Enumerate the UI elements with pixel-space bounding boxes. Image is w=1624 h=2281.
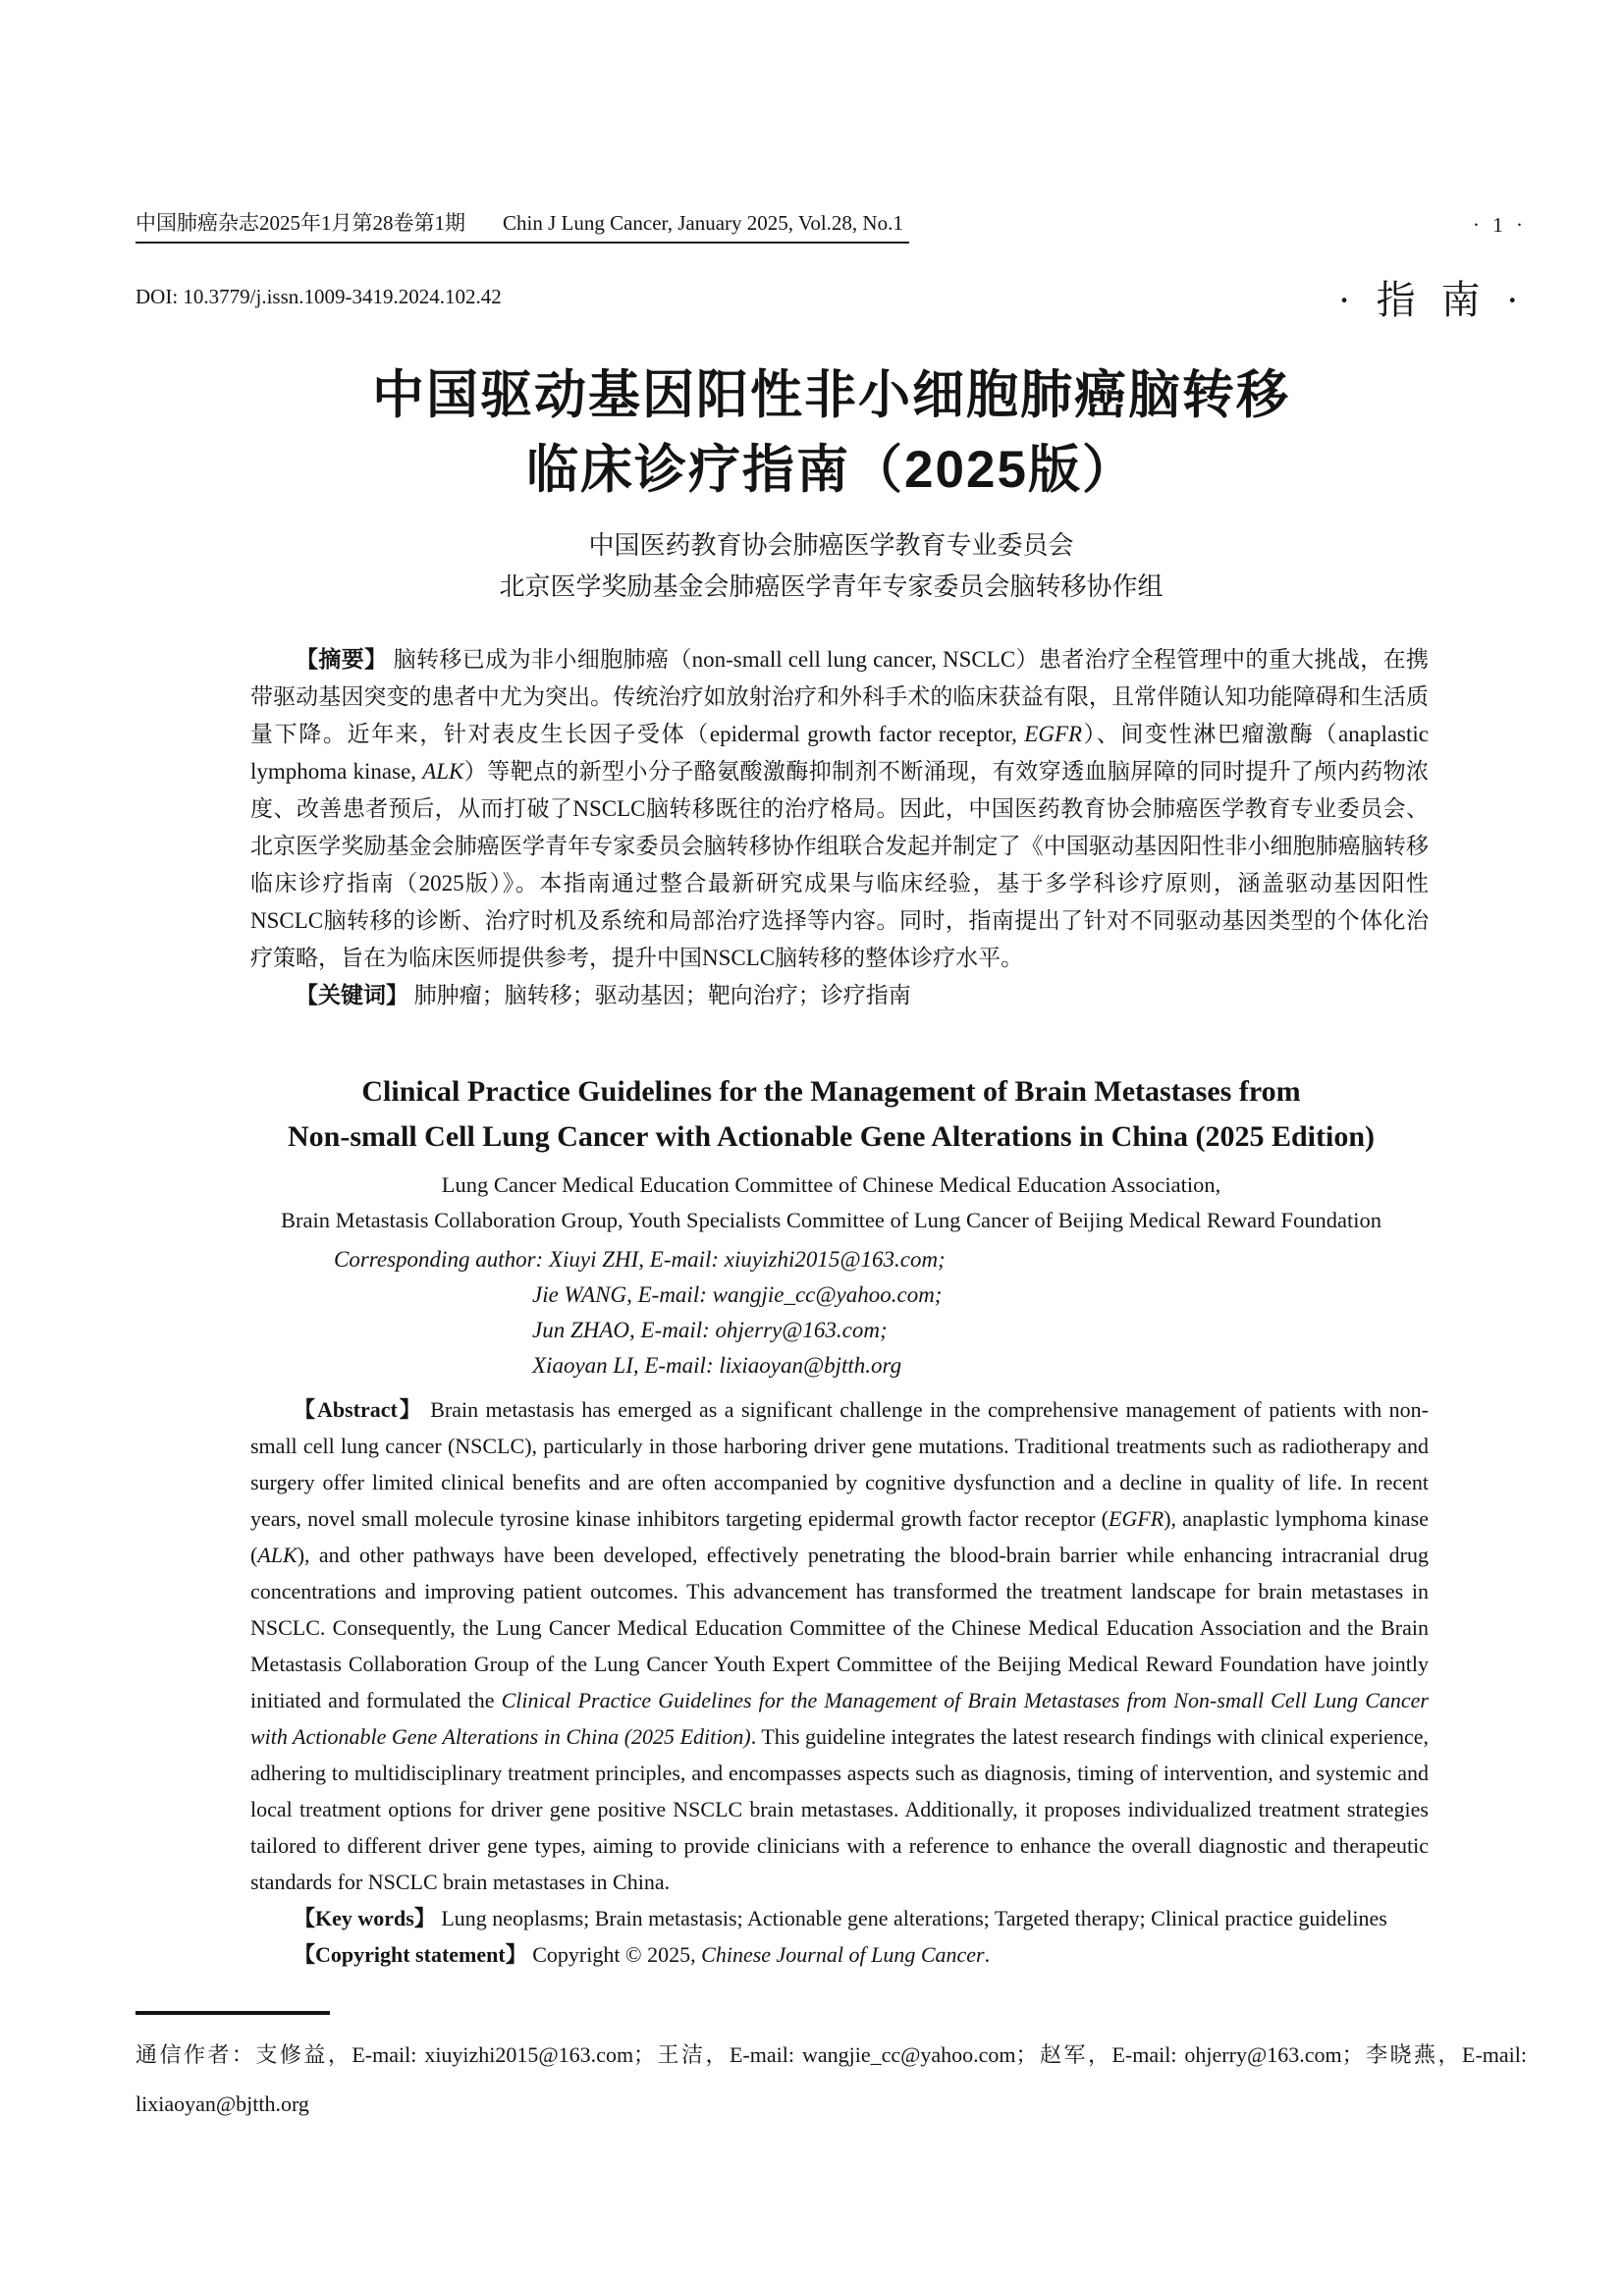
affiliations-en [135, 1168, 1527, 1238]
doi-row [135, 269, 1527, 325]
corresponding-author-line: Jun ZHAO, E-mail: ohjerry@163.com; [532, 1318, 888, 1342]
article-title-cn-line2: 临床诊疗指南（2025版） [526, 441, 1136, 499]
corresponding-author-line: Corresponding author: Xiuyi ZHI, E-mail: xiuyizhi2015@163.com; [334, 1247, 946, 1272]
corresponding-author-line: Xiaoyan LI, E-mail: lixiaoyan@bjtth.org [532, 1353, 902, 1378]
article-title-en-line2: Non-small Cell Lung Cancer with Actionable Gene Alterations in China (2025 Edition) [287, 1120, 1375, 1153]
doi-text: DOI: 10.3779/j.issn.1009-3419.2024.102.42 [135, 285, 502, 308]
abstract-cn-paragraph: 【摘要】 脑转移已成为非小细胞肺癌（non-small cell lung cancer, NSCLC）患者治疗全程管理中的重大挑战，在携带驱动基因突变的患者中尤为突出。传统治疗如放射治疗和外科手术的临床获益有限，且常伴随认知功能障碍和生活质量下降。近年来，针对表皮生长因子受体（epidermal growth factor receptor, EGFR）、间变性淋巴瘤激酶（anaplastic lymphoma kinase, ALK）等靶点的新型小分子酪氨酸激酶抑制剂不断涌现，有效穿透血脑屏障的同时提升了颅内药物浓度、改善患者预后，从而打破了NSCLC脑转移既往的治疗格局。因此，中国医药教育协会肺癌医学教育专业委员会、北京医学奖励基金会肺癌医学青年专家委员会脑转移协作组联合发起并制定了《中国驱动基因阳性非小细胞肺癌脑转移临床诊疗指南（2025版）》。本指南通过整合最新研究成果与临床经验，基于多学科诊疗原则，涵盖驱动基因阳性NSCLC脑转移的诊断、治疗时机及系统和局部治疗选择等内容。同时，指南提出了针对不同驱动基因类型的个体化治疗策略，旨在为临床医师提供参考，提升中国NSCLC脑转移的整体诊疗水平。 [250, 647, 1430, 970]
abstract-cn-block [250, 641, 1429, 1014]
corresponding-author-line: Jie WANG, E-mail: wangjie_cc@yahoo.com; [532, 1282, 943, 1307]
affiliation-cn-line: 中国医药教育协会肺癌医学教育专业委员会 [588, 531, 1074, 560]
keywords-en-paragraph: 【Key words】 Lung neoplasms; Brain metastasis; Actionable gene alterations; Targeted therapy; Clinical practice guidelines [294, 1906, 1387, 1930]
article-title-cn-line1: 中国驱动基因阳性非小细胞肺癌脑转移 [372, 366, 1290, 424]
page-number: · 1 · [1473, 213, 1527, 237]
corresponding-author-block [135, 1242, 1527, 1384]
journal-title-en: Chin J Lung Cancer, January 2025, Vol.28, No.1 [503, 211, 903, 235]
footnote [135, 2011, 1527, 2129]
running-head-titles [135, 209, 909, 244]
affiliation-cn-line: 北京医学奖励基金会肺癌医学青年专家委员会脑转移协作组 [499, 572, 1164, 601]
article-title-en [135, 1069, 1527, 1160]
copyright-statement: 【Copyright statement】 Copyright © 2025, Chinese Journal of Lung Cancer. [294, 1942, 991, 1967]
article-title-cn [135, 358, 1527, 508]
keywords-cn-paragraph: 【关键词】 肺肿瘤；脑转移；驱动基因；靶向治疗；诊疗指南 [296, 983, 911, 1007]
running-head [135, 0, 1527, 244]
affiliation-en-line: Lung Cancer Medical Education Committee of Chinese Medical Education Association, [441, 1172, 1221, 1197]
affiliations-cn [135, 525, 1527, 608]
affiliation-en-line: Brain Metastasis Collaboration Group, Youth Specialists Committee of Lung Cancer of Beijing Medical Reward Foundation [280, 1208, 1382, 1232]
journal-title-cn: 中国肺癌杂志2025年1月第28卷第1期 [135, 211, 465, 235]
abstract-en-paragraph: 【Abstract】 Brain metastasis has emerged as a significant challenge in the comprehensive management of patients with non-small cell lung cancer (NSCLC), particularly in those harboring driver gene mutations. Traditional treatments such as radiotherapy and surgery offer limited clinical benefits and are often accompanied by cognitive dysfunction and a decline in quality of life. In recent years, novel small molecule tyrosine kinase inhibitors targeting epidermal growth factor receptor (EGFR), anaplastic lymphoma kinase (ALK), and other pathways have been developed, effectively penetrating the blood-brain barrier while enhancing intracranial drug concentrations and improving patient outcomes. This advancement has transformed the treatment landscape for brain metastases in NSCLC. Consequently, the Lung Cancer Medical Education Committee of the Chinese Medical Education Association and the Brain Metastasis Collaboration Group of the Lung Cancer Youth Expert Committee of the Beijing Medical Reward Foundation have jointly initiated and formulated the Clinical Practice Guidelines for the Management of Brain Metastases from Non-small Cell Lung Cancer with Actionable Gene Alterations in China (2025 Edition). This guideline integrates the latest research findings with clinical experience, adhering to multidisciplinary treatment principles, and encompasses aspects such as diagnosis, timing of intervention, and systemic and local treatment options for driver gene positive NSCLC brain metastases. Additionally, it proposes individualized treatment strategies tailored to different driver gene types, aiming to provide clinicians with a reference to enhance the overall diagnostic and therapeutic standards for NSCLC brain metastases in China. [250, 1397, 1429, 1894]
footnote-corresponding-authors: 通信作者：支修益，E-mail: xiuyizhi2015@163.com；王洁，E-mail: wangjie_cc@yahoo.com；赵军，E-mail: ohjerry@163.com；李晓燕，E-mail: lixiaoyan@bjtth.org [135, 2042, 1527, 2116]
article-title-en-line1: Clinical Practice Guidelines for the Management of Brain Metastases from [361, 1075, 1301, 1108]
footnote-divider [135, 2011, 330, 2015]
abstract-en-block [250, 1391, 1429, 1973]
column-label-guideline: · 指 南 · [1337, 278, 1527, 322]
